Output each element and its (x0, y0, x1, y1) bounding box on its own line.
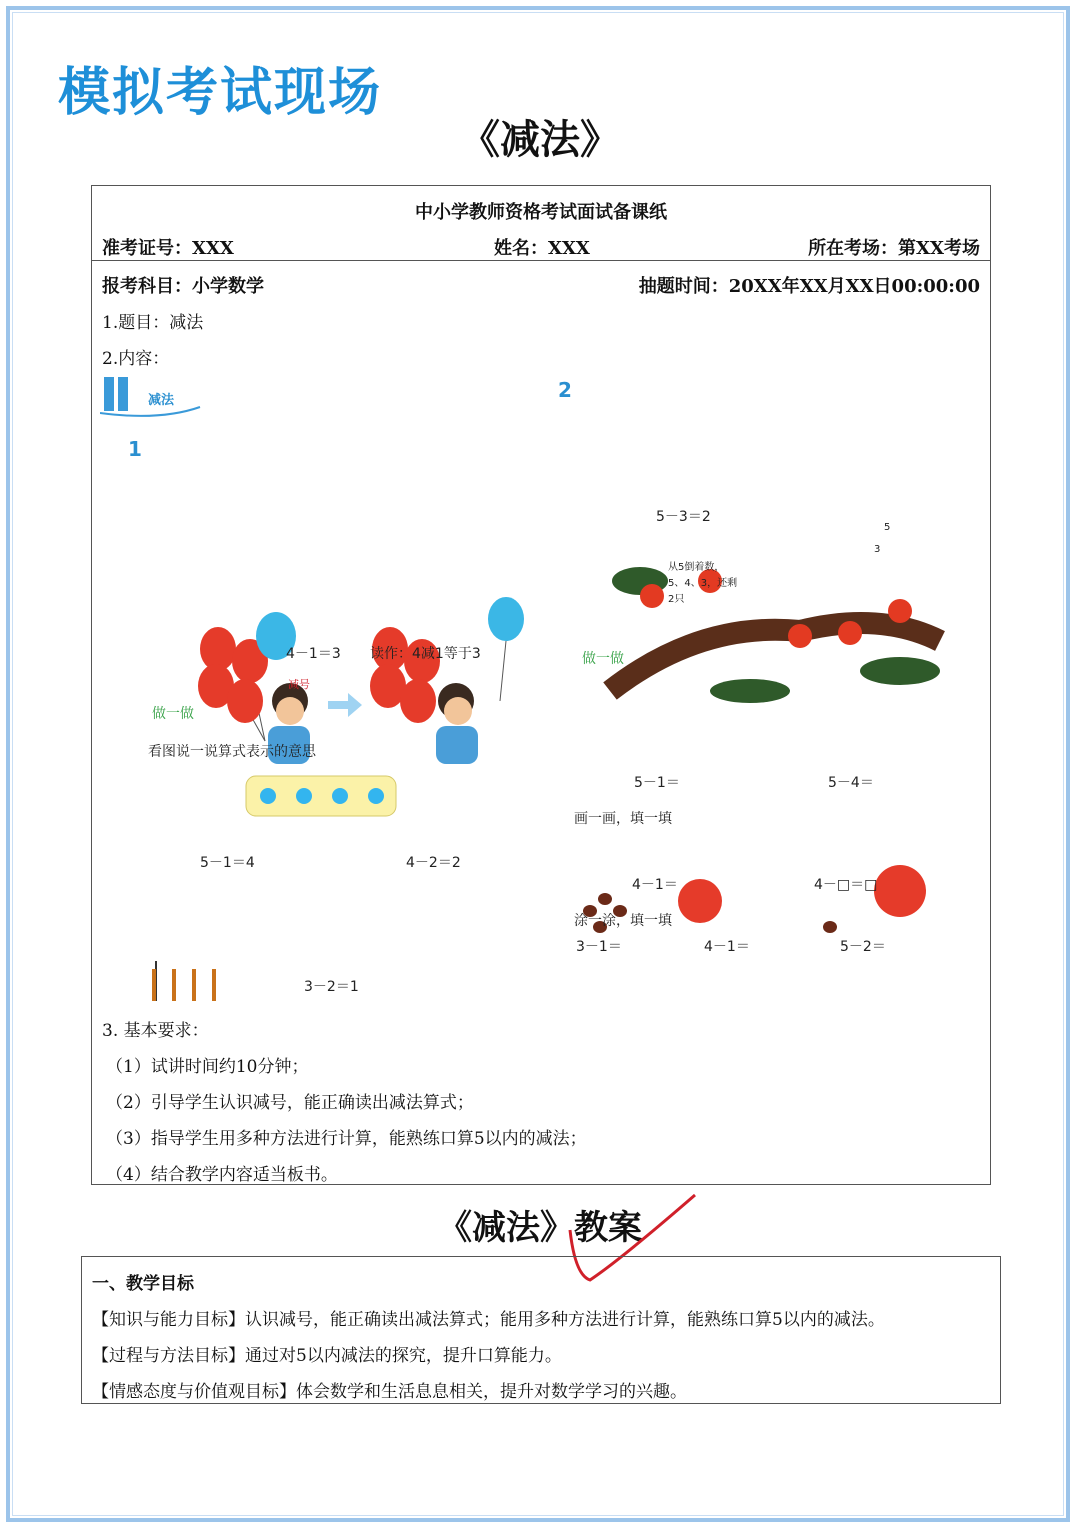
arrow-icon (328, 693, 362, 717)
do-it-label-2: 做一做 (582, 651, 624, 667)
equation-mouse: 4－2＝2 (406, 855, 461, 871)
equation-shovels: 5－1＝4 (200, 855, 255, 871)
exam-room: 所在考场：第XX考场 (808, 238, 980, 259)
split-bottom: 3 (874, 544, 881, 555)
content-label: 2.内容： (102, 349, 170, 369)
balloons-after (370, 597, 524, 764)
q3-equation-a: 3－1＝ (576, 939, 622, 955)
read-as: 读作：4减1等于3 (370, 646, 481, 662)
divider (92, 260, 990, 261)
equation-main: 4－1＝3 (286, 646, 341, 662)
requirement-3: （3）指导学生用多种方法进行计算，能熟练口算5以内的减法； (106, 1129, 587, 1149)
draw-time: 抽题时间：20XX年XX月XX日00:00:00 (638, 276, 980, 297)
objective-knowledge: 【知识与能力目标】认识减号，能正确读出减法算式；能用多种方法进行计算，能熟练口算5以内的减法。 (92, 1310, 885, 1330)
objectives-heading: 一、教学目标 (92, 1274, 194, 1294)
topic: 1.题目：减法 (102, 313, 204, 333)
q1-equation-b: 5－4＝ (828, 775, 874, 791)
q1-equation-a: 5－1＝ (634, 775, 680, 791)
squirrel-tree (610, 567, 940, 703)
equation-kids: 3－2＝1 (304, 979, 359, 995)
do-it-label: 做一做 (152, 706, 194, 722)
equation-squirrels: 5－3＝2 (656, 509, 711, 525)
q2-equation-b: 4－□＝□ (814, 877, 878, 893)
example-2-number: 2 (558, 378, 572, 402)
section-tag-label: 减法 (148, 393, 175, 408)
prep-sheet (91, 185, 991, 1185)
requirement-4: （4）结合教学内容适当板书。 (106, 1165, 338, 1185)
lesson-plan (81, 1256, 1001, 1404)
q3-equation-c: 5－2＝ (840, 939, 886, 955)
ticket-number: 准考证号：XXX (102, 238, 234, 259)
objective-attitude: 【情感态度与价值观目标】体会数学和生活息息相关，提升对数学学习的兴趣。 (92, 1382, 687, 1402)
textbook-illustration (100, 371, 980, 1001)
squirrels-exercise (678, 865, 926, 923)
q2-prompt: 画一画，填一填 (574, 811, 672, 827)
shovel-set (152, 969, 216, 1001)
candidate-name: 姓名：XXX (494, 238, 590, 259)
lesson-subtitle: 《减法》 (460, 116, 620, 163)
do-it-prompt: 看图说一说算式表示的意思 (148, 744, 316, 760)
sheet-heading: 中小学教师资格考试面试备课纸 (415, 202, 667, 223)
minus-label: 减号 (288, 678, 310, 691)
requirements-label: 3. 基本要求： (102, 1021, 209, 1041)
counter-strip (246, 776, 396, 816)
objective-process: 【过程与方法目标】通过对5以内减法的探究，提升口算能力。 (92, 1346, 562, 1366)
q2-equation-a: 4－1＝ (632, 877, 678, 893)
count-bubble: 从5倒着数，5、4、3，还剩2只 (668, 562, 738, 605)
subject: 报考科目：小学数学 (102, 276, 264, 297)
q3-equation-b: 4－1＝ (704, 939, 750, 955)
requirement-2: （2）引导学生认识减号，能正确读出减法算式； (106, 1093, 474, 1113)
lesson-plan-title: 《减法》教案 (438, 1208, 642, 1248)
page-title: 模拟考试现场 (58, 63, 383, 123)
split-top: 5 (884, 522, 891, 533)
q3-prompt: 涂一涂，填一填 (574, 913, 672, 929)
example-1-number: 1 (128, 437, 142, 461)
requirement-1: （1）试讲时间约10分钟； (106, 1057, 309, 1077)
